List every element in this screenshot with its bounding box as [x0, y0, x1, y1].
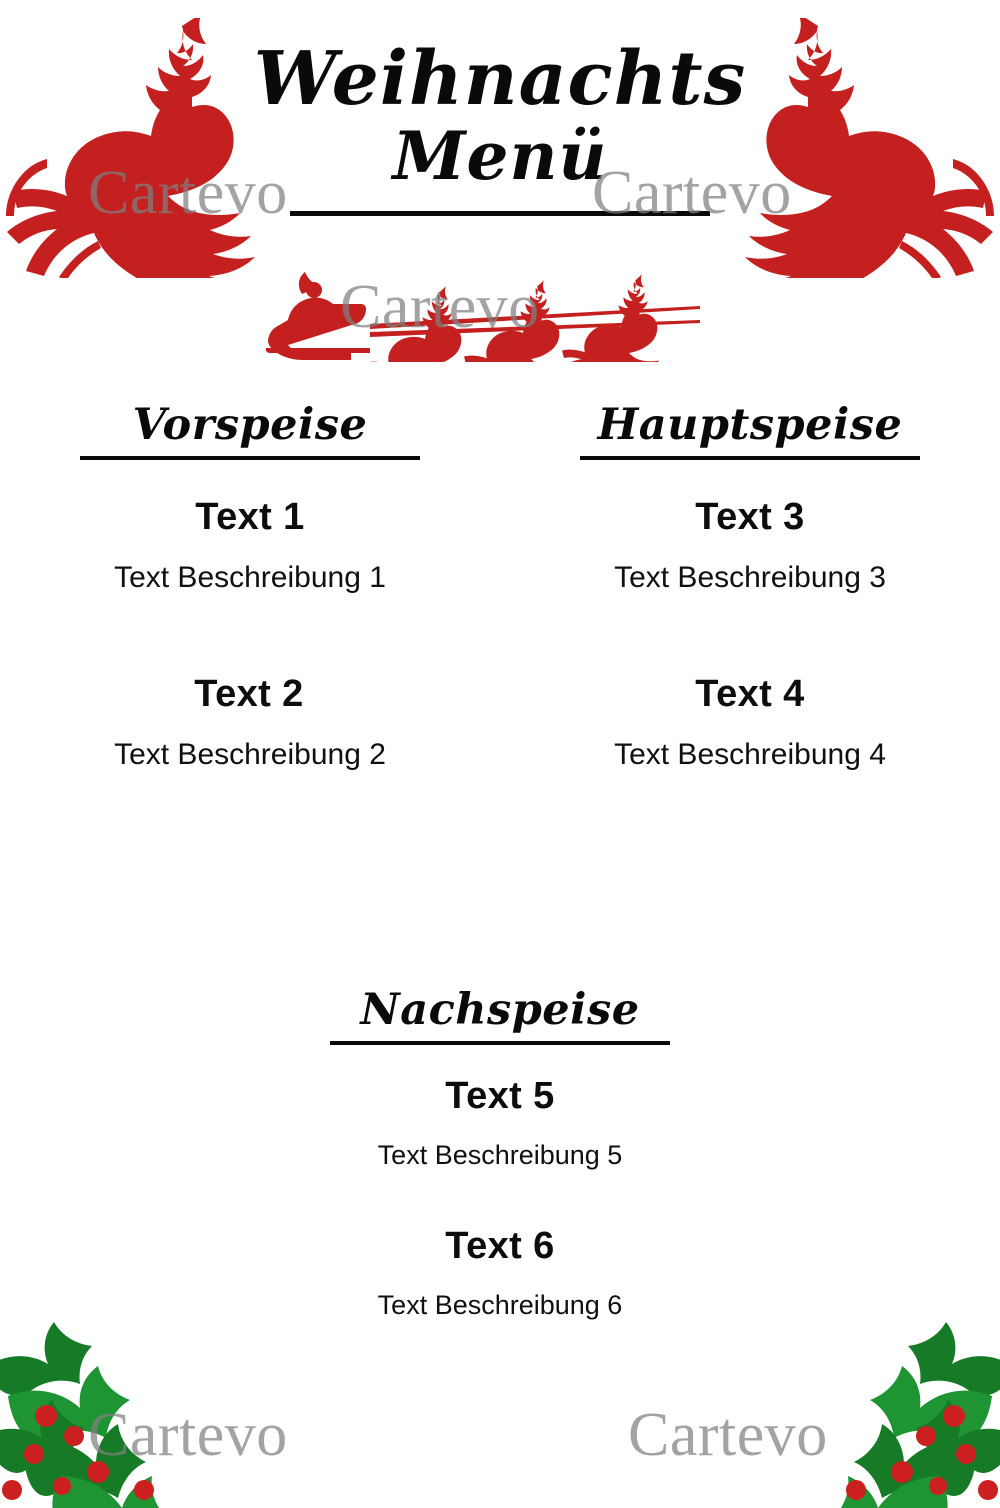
menu-item-name: Text 2: [194, 673, 304, 715]
watermark: Cartevo: [628, 1401, 828, 1469]
menu-item-description: Text Beschreibung 4: [614, 738, 886, 771]
section-divider: [330, 1041, 670, 1045]
title-line-1: Weihnachts: [253, 36, 747, 122]
menu-item: [0, 1075, 1000, 1171]
menu-item-description: Text Beschreibung 3: [614, 561, 886, 594]
menu-item-name: Text 6: [445, 1225, 555, 1267]
section-heading: Nachspeise: [360, 985, 640, 1035]
section-divider: [80, 456, 420, 460]
reindeer-icon: [744, 18, 994, 278]
menu-item-name: Text 1: [195, 496, 305, 538]
menu-item-name: Text 3: [695, 496, 805, 538]
reindeer-icon: [6, 18, 256, 278]
watermark: Cartevo: [340, 273, 540, 341]
menu-item-description: Text Beschreibung 1: [114, 561, 386, 594]
holly-icon: [0, 1258, 294, 1508]
section-heading: Hauptspeise: [597, 400, 903, 450]
menu-header: [0, 0, 1000, 390]
watermark: Cartevo: [88, 159, 288, 227]
watermark: Cartevo: [88, 1401, 288, 1469]
menu-item: [500, 673, 1000, 772]
holly-icon: [706, 1258, 1000, 1508]
watermark: Cartevo: [592, 159, 792, 227]
section-heading: Vorspeise: [132, 400, 368, 450]
section-vorspeise: [0, 400, 500, 772]
menu-item-description: Text Beschreibung 6: [377, 1290, 623, 1320]
menu-item-name: Text 5: [445, 1075, 555, 1117]
menu-item-description: Text Beschreibung 2: [114, 738, 386, 771]
section-divider: [580, 456, 920, 460]
page-title: [250, 36, 750, 216]
menu-item: [500, 496, 1000, 595]
title-line-2: Menü: [392, 117, 608, 196]
section-hauptspeise: [500, 400, 1000, 772]
menu-item: [0, 496, 500, 595]
menu-item: [0, 673, 500, 772]
title-divider: [290, 211, 710, 216]
menu-item-name: Text 4: [695, 673, 805, 715]
santa-sleigh-icon: [262, 272, 722, 362]
menu-columns: [0, 400, 1000, 772]
menu-item-description: Text Beschreibung 5: [377, 1140, 623, 1170]
